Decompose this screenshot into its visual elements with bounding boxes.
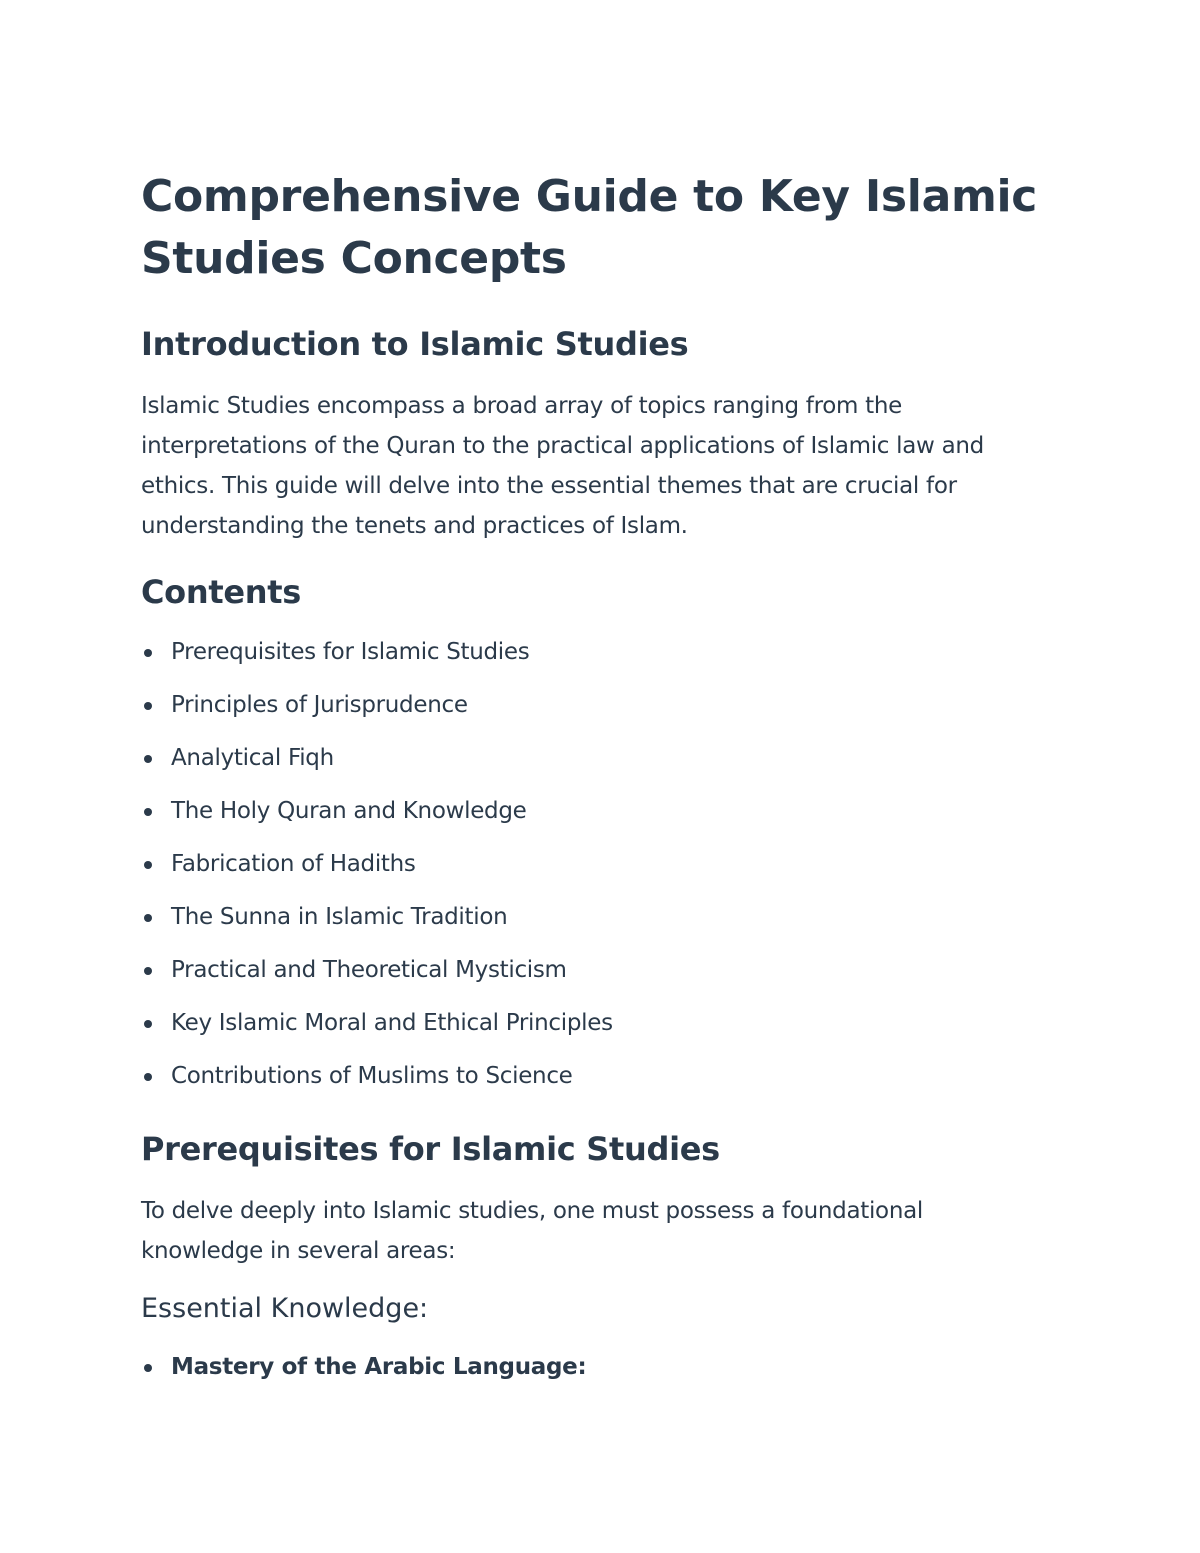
contents-item-ethics: Key Islamic Moral and Ethical Principles (141, 997, 1041, 1050)
prerequisites-paragraph: To delve deeply into Islamic studies, one must possess a foundational knowledge in several areas: (141, 1198, 923, 1264)
document-page (141, 166, 1041, 1394)
contents-item-science: Contributions of Muslims to Science (141, 1050, 1041, 1103)
contents-item-quran-knowledge: The Holy Quran and Knowledge (141, 785, 1041, 838)
intro-heading: Introduction to Islamic Studies (141, 325, 689, 363)
prerequisites-heading: Prerequisites for Islamic Studies (141, 1130, 720, 1168)
contents-item-analytical-fiqh: Analytical Fiqh (141, 732, 1041, 785)
essential-knowledge-subheading: Essential Knowledge: (141, 1293, 429, 1324)
essential-item-arabic: Mastery of the Arabic Language: (141, 1341, 1041, 1394)
contents-item-jurisprudence: Principles of Jurisprudence (141, 679, 1041, 732)
contents-heading: Contents (141, 573, 301, 611)
essential-knowledge-list (141, 1341, 1041, 1394)
document-title: Comprehensive Guide to Key Islamic Studies Concepts (141, 171, 1038, 284)
contents-item-prerequisites: Prerequisites for Islamic Studies (141, 626, 1041, 679)
contents-item-sunna: The Sunna in Islamic Tradition (141, 891, 1041, 944)
contents-item-fabrication-hadiths: Fabrication of Hadiths (141, 838, 1041, 891)
intro-paragraph: Islamic Studies encompass a broad array of topics ranging from the interpretations of the Quran to the practical applications of Islamic law and ethics. This guide will delve into the essential themes that are crucial for understanding the tenets and practices of Islam. (141, 393, 984, 539)
contents-list (141, 626, 1041, 1103)
contents-item-mysticism: Practical and Theoretical Mysticism (141, 944, 1041, 997)
